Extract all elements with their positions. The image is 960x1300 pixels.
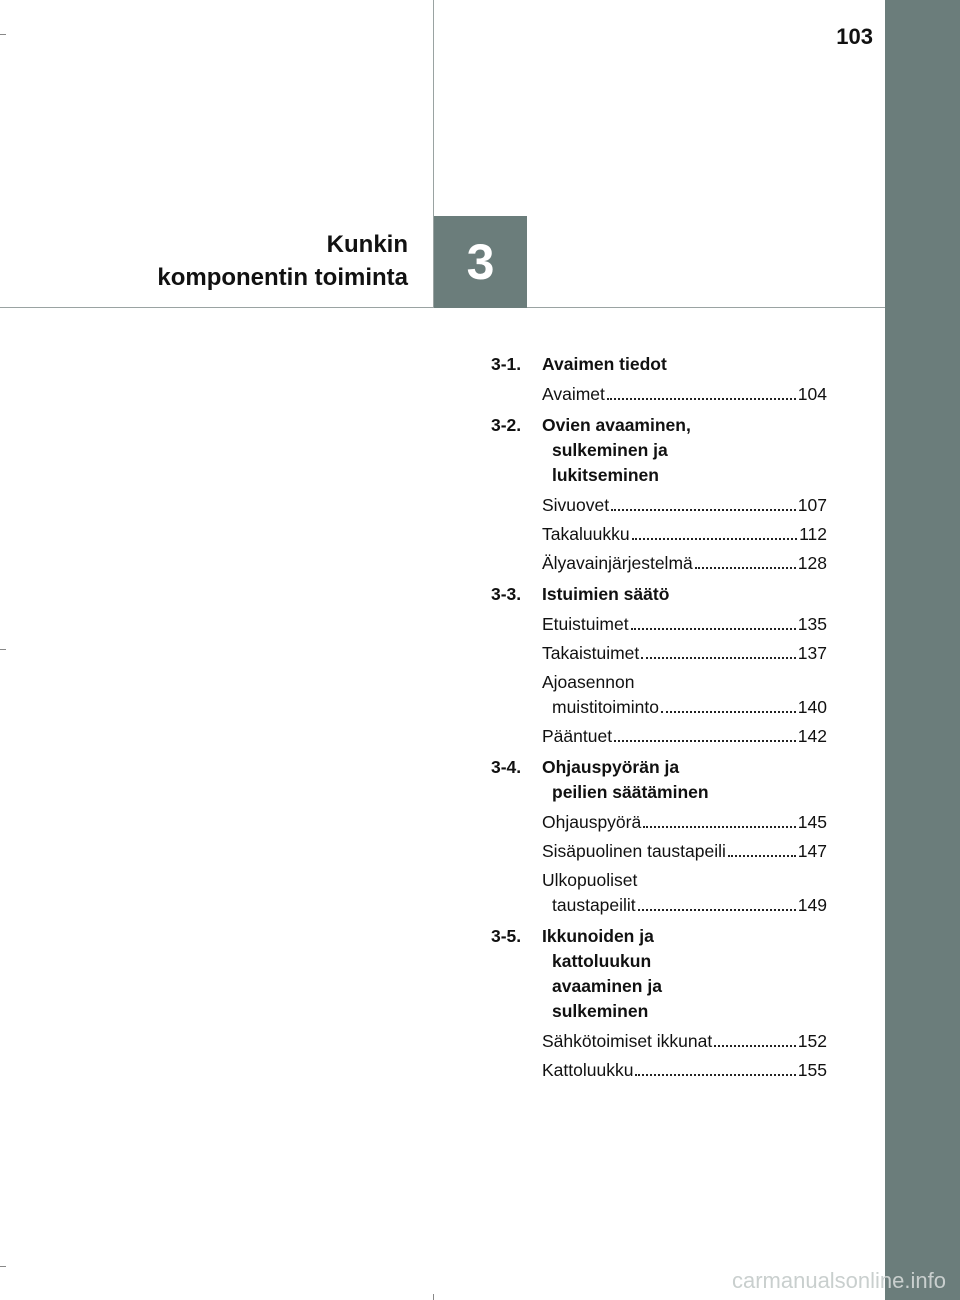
section-title-line: sulkeminen ja [552,440,668,460]
section-title [542,582,827,607]
toc-entry [542,839,827,864]
entry-page: 147 [797,841,827,861]
section-heading [491,413,827,488]
entry-title: Takaluukku [542,524,630,544]
toc-entry [542,1029,827,1054]
toc-section [491,352,827,407]
toc-entry [542,612,827,637]
entry-page: 137 [797,643,827,663]
dot-leader [632,538,798,540]
section-entries [491,1029,827,1083]
dot-leader [611,509,796,511]
chapter-title-line2: komponentin toiminta [157,264,408,291]
toc-entry [542,724,827,749]
entry-page: 104 [797,384,827,404]
crop-mark [433,1294,434,1300]
page-number: 103 [836,24,873,49]
chapter-number-box [434,216,527,308]
entry-title: taustapeilit [552,895,636,915]
dot-leader [638,909,796,911]
entry-title: Etuistuimet [542,614,629,634]
watermark: carmanualsonline.info [731,1268,946,1293]
toc-section [491,413,827,576]
toc-entry [542,551,827,576]
entry-page: 112 [799,524,827,544]
toc-section [491,755,827,918]
toc-entry [542,1058,827,1083]
section-entries [491,382,827,407]
chapter-side-tab [885,0,960,1300]
entry-title: Pääntuet [542,726,613,746]
section-title-line: Ikkunoiden ja [542,926,654,946]
dot-leader [631,628,796,630]
entry-title: Kattoluukku [542,1060,634,1080]
entry-title: Sivuovet [542,495,610,515]
chapter-title [157,228,408,294]
chapter-number: 3 [466,234,495,290]
entry-page: 145 [797,812,827,832]
entry-page: 140 [797,697,827,717]
entry-page: 155 [797,1060,827,1080]
toc-entry [542,670,827,720]
section-title-line: avaaminen ja [552,976,662,996]
toc-entry [542,868,827,918]
entry-page: 107 [797,495,827,515]
toc-section [491,582,827,749]
dot-leader [728,855,796,857]
section-title-line: Ovien avaaminen, [542,415,691,435]
entry-title: muistitoiminto [552,697,659,717]
entry-page: 149 [797,895,827,915]
entry-page: 142 [797,726,827,746]
crop-mark [0,649,6,650]
section-heading [491,755,827,805]
toc-entry [542,522,827,547]
section-title [542,924,827,1024]
dot-leader [641,657,796,659]
section-heading [491,352,827,377]
entry-page: 152 [797,1031,827,1051]
section-number: 3-3. [491,584,522,604]
entry-title: Takaistuimet [542,643,640,663]
section-number: 3-4. [491,757,522,777]
entry-title: Älyavainjärjestelmä [542,553,693,573]
section-number: 3-1. [491,354,522,374]
section-title-line: Ohjauspyörän ja [542,757,680,777]
section-number: 3-5. [491,926,522,946]
dot-leader [661,711,796,713]
entry-title-cont [542,695,827,720]
chapter-title-line1: Kunkin [326,231,408,258]
dot-leader [695,567,796,569]
entry-title: Sähkötoimiset ikkunat [542,1031,713,1051]
section-title-line: Avaimen tiedot [542,354,667,374]
section-title [542,352,827,377]
section-entries [491,810,827,918]
section-title-line: Istuimien säätö [542,584,670,604]
section-title-line: lukitseminen [552,465,659,485]
section-title [542,755,827,805]
crop-mark [0,1266,6,1267]
crop-mark [0,34,6,35]
section-entries [491,612,827,749]
toc-entry [542,810,827,835]
toc-section [491,924,827,1083]
entry-page: 135 [797,614,827,634]
entry-title-cont [542,893,827,918]
entry-title: Ajoasennon [542,672,635,692]
section-heading [491,924,827,1024]
toc-entry [542,493,827,518]
entry-title: Ohjauspyörä [542,812,642,832]
entry-page: 128 [797,553,827,573]
toc-entry [542,641,827,666]
section-heading [491,582,827,607]
dot-leader [607,398,796,400]
entry-title: Ulkopuoliset [542,870,638,890]
dot-leader [614,740,796,742]
section-number: 3-2. [491,415,522,435]
entry-title: Sisäpuolinen taustapeili [542,841,726,861]
table-of-contents [491,352,827,1089]
section-entries [491,493,827,576]
section-title [542,413,827,488]
entry-title: Avaimet [542,384,605,404]
section-title-line: kattoluukun [552,951,652,971]
dot-leader [643,826,796,828]
section-title-line: peilien säätäminen [552,782,709,802]
dot-leader [635,1074,795,1076]
dot-leader [714,1045,796,1047]
section-title-line: sulkeminen [552,1001,649,1021]
toc-entry [542,382,827,407]
